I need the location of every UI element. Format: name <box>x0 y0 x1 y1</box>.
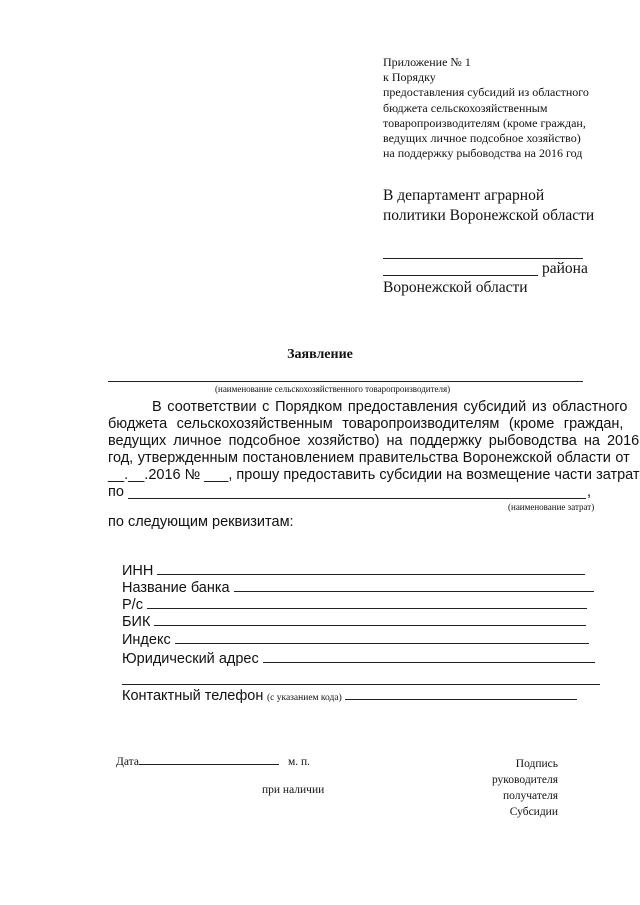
account-field[interactable] <box>147 608 587 609</box>
index-field[interactable] <box>175 643 589 644</box>
recipient-region: Воронежской области <box>383 279 528 296</box>
bik-label: БИК <box>122 614 151 630</box>
phone-row <box>122 688 577 705</box>
appendix-line: бюджета сельскохозяйственным <box>383 100 548 115</box>
appendix-line: Приложение № 1 <box>383 55 471 69</box>
body-line: год, утвержденным постановлением правительства Воронежской области от <box>108 450 630 466</box>
details-intro: по следующим реквизитам: <box>108 514 294 530</box>
body-line: В соответствии с Порядком предоставления субсидий из областного <box>152 399 628 415</box>
phone-hint: (с указанием кода) <box>266 693 342 703</box>
body-line: __.__.2016 № ___, прошу предоставить субсидии на возмещение части затрат <box>108 467 640 483</box>
signature-line: Подпись руководителя <box>491 758 558 786</box>
index-label: Индекс <box>122 632 171 648</box>
costs-field[interactable] <box>128 498 586 499</box>
date-row <box>116 756 279 768</box>
phone-field[interactable] <box>345 699 577 700</box>
appendix-line: предоставления субсидий из областного <box>383 85 589 100</box>
inn-label: ИНН <box>122 563 154 579</box>
signature-line: получателя Субсидии <box>503 790 558 818</box>
date-label: Дата <box>116 756 139 768</box>
applicant-caption: (наименование сельскохозяйственного товаропроизводителя) <box>215 384 451 394</box>
address-row <box>122 651 595 667</box>
stamp-label: м. п. <box>288 756 311 768</box>
body-line: ведущих личное подсобное хозяйство) на поддержку рыбоводства на 2016 <box>108 433 640 449</box>
index-row <box>122 632 589 648</box>
signature-block <box>452 756 558 820</box>
body-line: бюджета сельскохозяйственным товаропроизводителям (кроме граждан, <box>108 416 624 432</box>
appendix-header <box>383 55 589 161</box>
recipient-line: В департамент аграрной <box>383 187 545 204</box>
bik-row <box>122 614 586 630</box>
district-field[interactable] <box>383 275 538 276</box>
phone-label: Контактный телефон <box>122 688 264 704</box>
bank-field[interactable] <box>234 591 594 592</box>
account-row <box>122 597 587 613</box>
inn-field[interactable] <box>157 574 585 575</box>
address-field[interactable] <box>263 662 595 663</box>
recipient-line: политики Воронежской области <box>383 207 595 224</box>
stamp-note: при наличии <box>262 784 325 796</box>
recipient-name-field[interactable] <box>383 258 583 259</box>
document-title: Заявление <box>287 347 353 362</box>
applicant-name-field[interactable] <box>108 381 583 382</box>
costs-suffix: , <box>587 484 592 500</box>
inn-row <box>122 563 585 579</box>
appendix-line: на поддержку рыбоводства на 2016 год <box>383 146 583 161</box>
address-field-continued[interactable] <box>122 684 600 685</box>
bank-label: Название банка <box>122 580 230 596</box>
date-field[interactable] <box>139 764 279 765</box>
address-label: Юридический адрес <box>122 651 259 667</box>
appendix-line: товаропроизводителям (кроме граждан, <box>383 115 586 130</box>
appendix-line: к Порядку <box>383 70 436 85</box>
account-label: Р/с <box>122 597 143 613</box>
bank-row <box>122 580 594 596</box>
appendix-line: ведущих личное подсобное хозяйство) <box>383 131 581 146</box>
costs-caption: (наименование затрат) <box>508 502 595 512</box>
district-suffix: района <box>542 260 588 277</box>
recipient-block <box>383 186 594 226</box>
bik-field[interactable] <box>154 625 586 626</box>
costs-prefix: по <box>108 484 124 500</box>
